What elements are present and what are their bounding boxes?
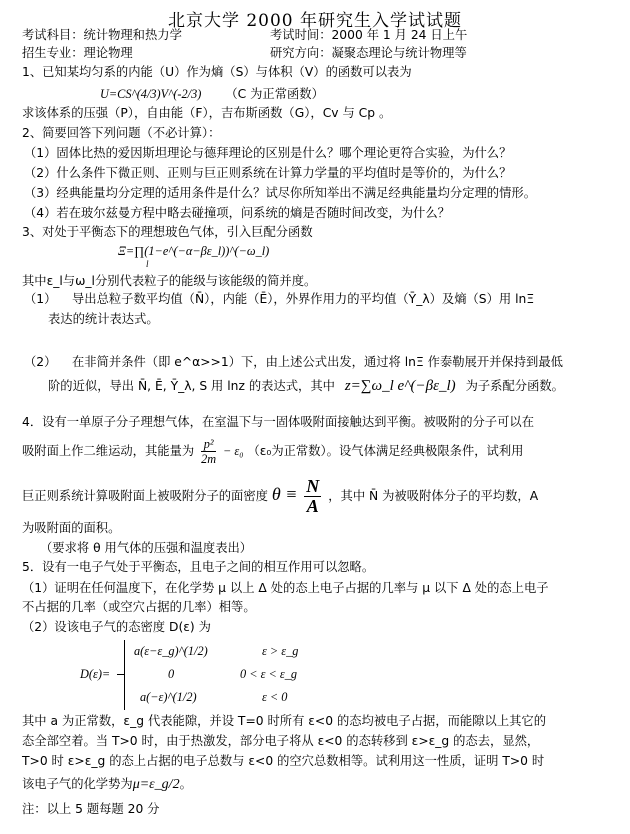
case-1-cond: ε > ε_g [262, 644, 299, 658]
q3-p1-line2: 表达的统计表达式。 [48, 312, 159, 326]
q2-item-2: （2）什么条件下微正则、正则与巨正则系统在计算力学量的平均值时是等价的，为什么？ [24, 166, 512, 180]
q5-line8-a: 该电子气的化学势为 [22, 777, 133, 791]
theta-den: A [306, 496, 319, 516]
q3-formula: Ξ=∏(1−e^(−α−βε_l))^(−ω_l) [118, 244, 270, 258]
q1-formula: U=CS^(4/3)V^(-2/3) [100, 87, 202, 101]
q3-p2-line2: 阶的近似，导出 N̄, Ē, Ȳ_λ, S 用 lnz 的表达式，其中 [48, 379, 335, 393]
case-2-expr: 0 [168, 667, 175, 681]
q3-formula-index: l [146, 259, 149, 269]
q3-p2-end: 为子系配分函数。 [465, 379, 564, 393]
q4-line2 [22, 436, 523, 466]
energy-tail: − ε₀ [223, 444, 244, 458]
q3-p1-label: （1） [24, 292, 57, 306]
q3-p2-label: （2） [24, 355, 57, 369]
case-3-cond: ε < 0 [262, 690, 288, 704]
energy-num: p² [201, 437, 216, 452]
q5-line5: 其中 a 为正常数，ε_g 代表能隙，并设 T=0 时所有 ε<0 的态均被电子占据，而能隙以上其它的 [22, 714, 547, 728]
q1-ask: 求该体系的压强（P），自由能（F），吉布斯函数（G），Cv 与 Cp 。 [22, 106, 392, 120]
exam-major: 招生专业：理论物理 [22, 46, 133, 60]
q2-item-4: （4）若在玻尔兹曼方程中略去碰撞项，问系统的熵是否随时间改变，为什么？ [24, 206, 450, 220]
q4-line4: 为吸附面的面积。 [22, 521, 121, 535]
exam-time: 考试时间：2000 年 1 月 24 日上午 [270, 28, 468, 42]
q3-p1-line1: 导出总粒子数平均值（N̄），内能（Ē），外界作用力的平均值（Ȳ_λ）及熵（S）用 lnΞ [72, 292, 535, 306]
q5-line8-b: 。 [179, 777, 192, 791]
case-1-expr: a(ε−ε_g)^(1/2) [134, 644, 208, 658]
q5-line4: （2）设该电子气的态密度 D(ε) 为 [22, 620, 211, 634]
q4-line2-a: 吸附面上作二维运动，其能量为 [22, 444, 195, 458]
q4-line2-b: （ε₀为正常数）。设气体满足经典极限条件，试利用 [247, 444, 524, 458]
q5-line1: 5．设有一电子气处于平衡态，且电子之间的相互作用可以忽略。 [22, 560, 375, 574]
theta: θ ≡ [271, 484, 298, 504]
q5-line7: T>0 时 ε>ε_g 的态上占据的电子总数与 ε<0 的空穴总数相等。试利用这一性质，证明 T>0 时 [22, 754, 545, 768]
theta-fraction [304, 477, 321, 516]
q2-item-3: （3）经典能量均分定理的适用条件是什么？试尽你所知举出不满足经典能量均分定理的情形。 [24, 186, 536, 200]
q5-line3: 不占据的几率（或空穴占据的几率）相等。 [22, 600, 256, 614]
case-2-cond: 0 < ε < ε_g [240, 667, 298, 681]
q5-line6: 态全部空着。当 T>0 时，由于热激发，部分电子将从 ε<0 的态转移到 ε>ε_g 的态去，显然， [22, 734, 540, 748]
q3-z-formula: z=∑ω_l e^(−βε_l) [344, 378, 456, 394]
q1-formula-line [100, 86, 324, 102]
exam-subject: 考试科目：统计物理和热力学 [22, 28, 182, 42]
d-label: D(ε)= [80, 667, 111, 681]
q4-line3-a: 巨正则系统计算吸附面上被吸附分子的面密度 [22, 489, 268, 503]
energy-fraction [201, 437, 216, 466]
page-title: 北京大学 2000 年研究生入学试试题 [167, 11, 463, 31]
exam-direction: 研究方向：凝聚态理论与统计物理等 [270, 46, 467, 60]
mu-formula: μ=ε_g/2 [132, 777, 180, 792]
q1-text: 1、已知某均匀系的内能（U）作为熵（S）与体积（V）的函数可以表为 [22, 65, 412, 79]
q4-line3 [22, 474, 538, 516]
piecewise-brace [124, 640, 133, 710]
q4-line5: （要求将 θ 用气体的压强和温度表出） [40, 541, 253, 555]
q3-text: 3、对处于平衡态下的理想玻色气体，引入巨配分函数 [22, 225, 313, 239]
q2-text: 2、简要回答下列问题（不必计算）： [22, 126, 221, 140]
q3-where: 其中ε_l与ω_l分别代表粒子的能级与该能级的简并度。 [22, 274, 317, 288]
energy-den: 2m [201, 452, 217, 466]
q2-item-1: （1）固体比热的爱因斯坦理论与德拜理论的区别是什么？哪个理论更符合实验，为什么？ [24, 146, 512, 160]
case-3-expr: a(−ε)^(1/2) [140, 690, 197, 704]
q3-p2-line1: 在非简并条件（即 e^α>>1）下，由上述公式出发，通过将 lnΞ 作泰勒展开并保持到最低 [72, 355, 563, 369]
q3-p2-line2-row [48, 376, 564, 396]
q1-note: （C 为正常函数） [225, 87, 324, 101]
q4-line1: 4．设有一单原子分子理想气体，在室温下与一固体吸附面接触达到平衡。被吸附的分子可以在 [22, 415, 534, 429]
q5-line2: （1）证明在任何温度下，在化学势 μ 以上 Δ 处的态上电子占据的几率与 μ 以下 Δ 处的态上电子 [22, 581, 549, 595]
q5-line8 [22, 776, 192, 793]
footer-note: 注：以上 5 题每题 20 分 [22, 802, 160, 816]
q4-line3-b: ，其中 N̄ 为被吸附体分子的平均数，A [328, 489, 539, 503]
theta-num: N [306, 476, 320, 496]
